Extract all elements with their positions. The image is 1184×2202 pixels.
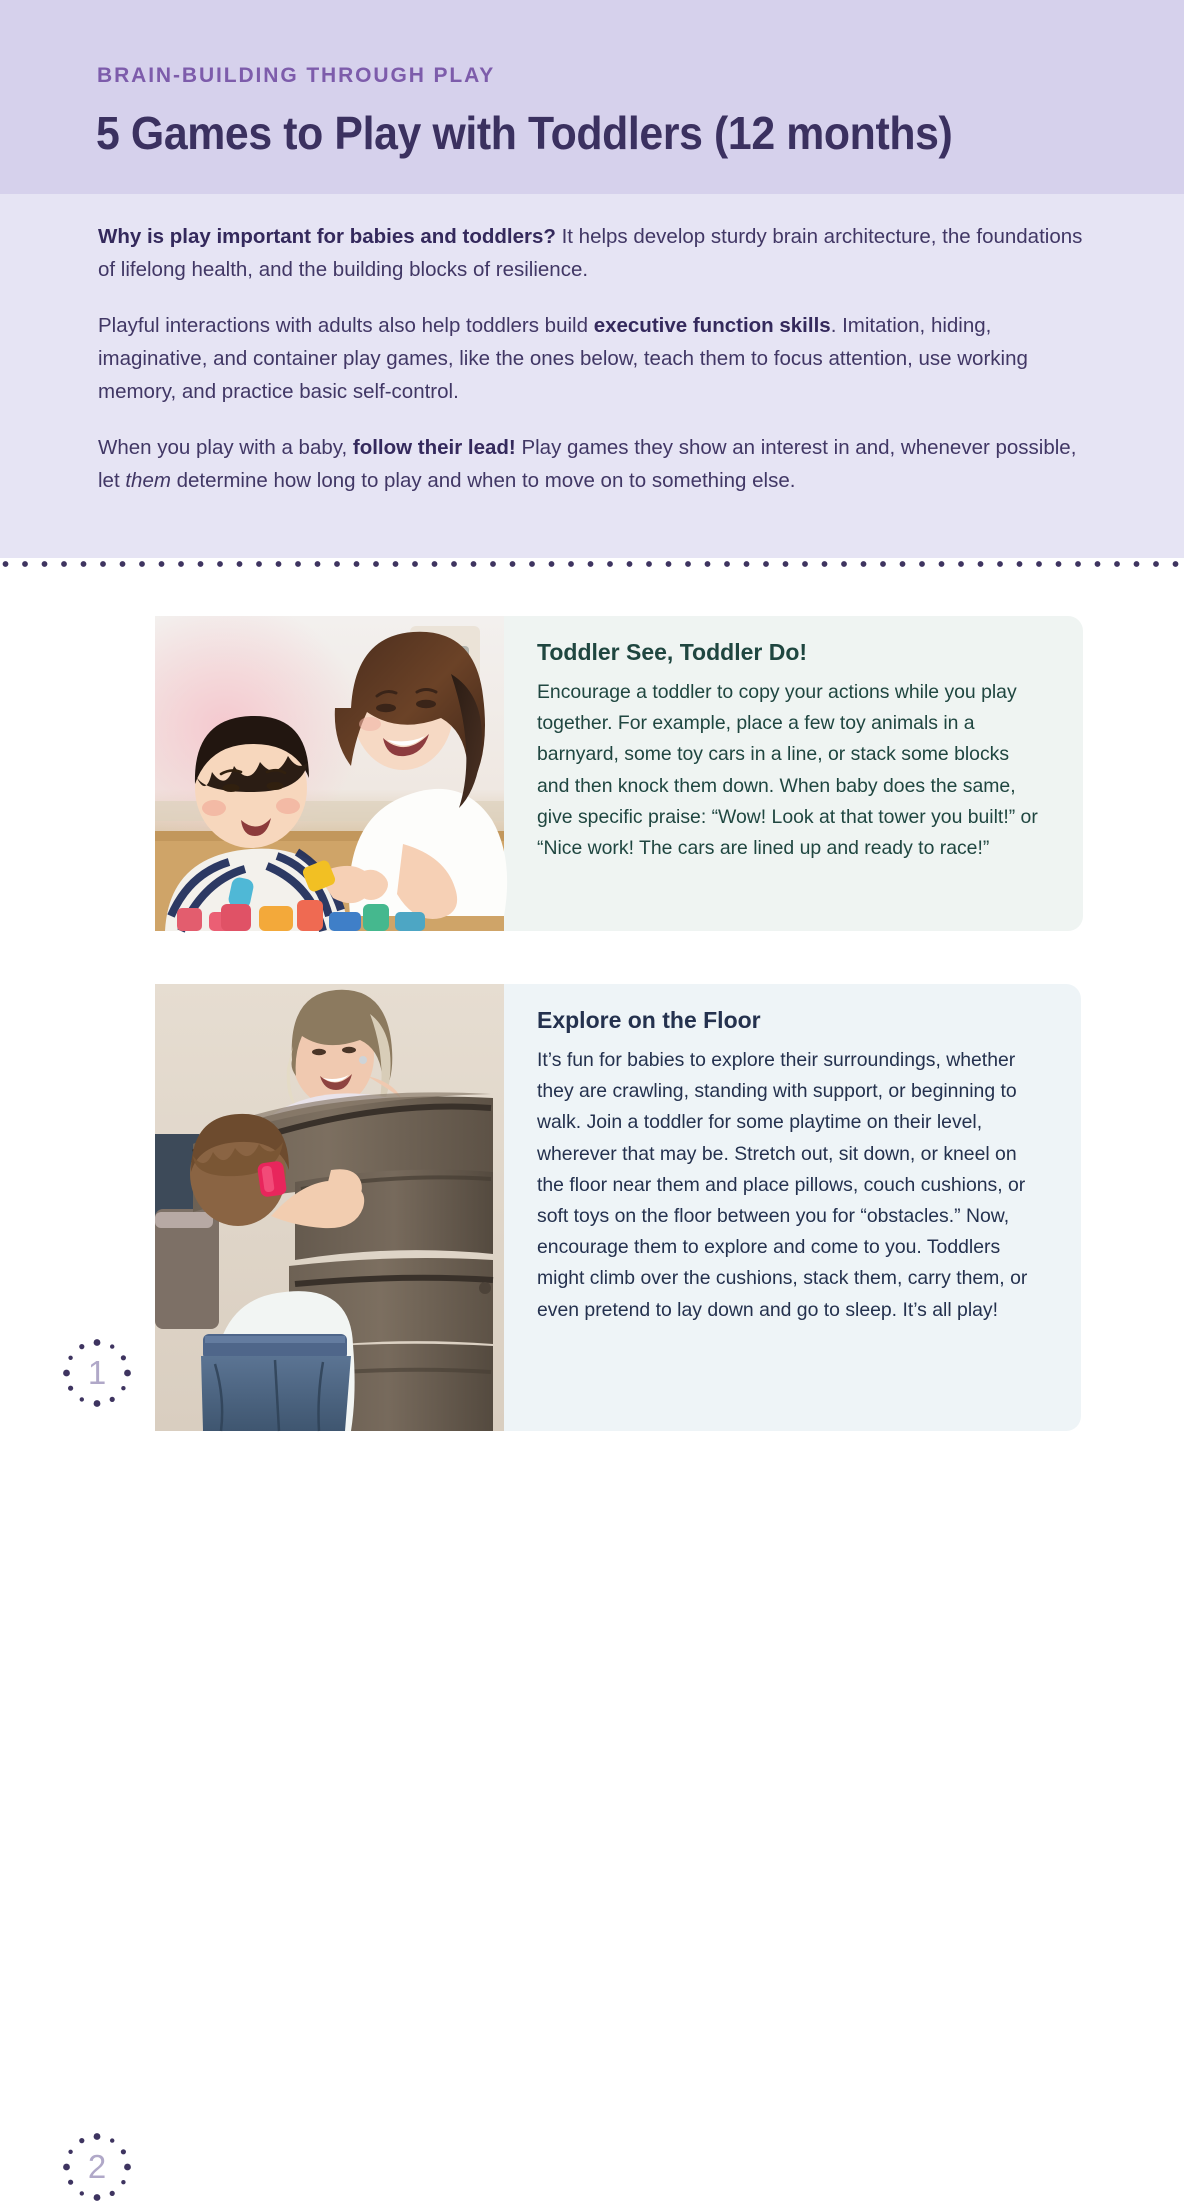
games-list [0, 616, 1184, 2185]
intro-section [0, 194, 1184, 558]
intro-p3-part1: When you play with a baby, [98, 436, 353, 459]
intro-paragraph-3 [98, 431, 1088, 497]
intro-p1-rest: It helps develop sturdy brain architecture, the foundations of lifelong health, and the building blocks of resilience. [98, 225, 1083, 281]
game-row-2 [0, 984, 1184, 2185]
intro-p2-part1: Playful interactions with adults also help toddlers build [98, 314, 594, 337]
game-number-1: 1 [87, 1353, 107, 1391]
game-body-2: It’s fun for babies to explore their surroundings, whether they are crawling, standing with support, or beginning to walk. Join a toddler for some playtime on their level, wherever that may be. Stretch out, sit down, or kneel on the floor near them and place pillows, couch cushions, or soft toys on the floor between you for “obstacles.” Now, encourage them to explore and come to you. Toddlers might climb over the cushions, stack them, carry them, or even pretend to lay down and go to sleep. It’s all play! [537, 1049, 1028, 1321]
game-heading-2: Explore on the Floor [537, 1007, 761, 1033]
intro-p3-bold: follow their lead! [352, 436, 516, 459]
game-body-1: Encourage a toddler to copy your actions while you play together. For example, place a few toy animals in a barnyard, some toy cars in a line, or stack some blocks and then knock them down. When baby does the same, give specific praise: “Wow! Look at that tower you built!” or “Nice work! The cars are lined up and ready to race!” [537, 681, 1038, 860]
intro-p3-italic: them [125, 469, 171, 492]
intro-p2-part2: . Imitation, hiding, imaginative, and container play games, like the ones below, teach them to focus attention, use working memory, and practice basic self-control. [98, 314, 1028, 403]
page-title: 5 Games to Play with Toddlers (12 months) [96, 107, 953, 159]
game-heading-1: Toddler See, Toddler Do! [537, 639, 808, 665]
intro-p2-bold: executive function skills [593, 314, 831, 337]
game-card-2 [155, 984, 1081, 1431]
game-photo-2 [155, 984, 504, 1431]
intro-paragraph-1 [98, 220, 1088, 286]
game-text-1 [504, 616, 1083, 931]
photo-mother-toddler-toys [155, 616, 504, 931]
game-photo-1 [155, 616, 504, 931]
intro-lead-question: Why is play important for babies and toddlers? [98, 225, 556, 248]
intro-p3-part3: determine how long to play and when to move on to something else. [170, 469, 796, 492]
game-number-badge-2 [62, 2132, 132, 2202]
game-number-2: 2 [87, 2147, 107, 2185]
photo-toddler-cushions [155, 984, 504, 1431]
intro-p3-part2: Play games they show an interest in and, whenever possible, let [98, 436, 1077, 492]
dotted-divider [0, 558, 1184, 574]
intro-paragraph-2 [98, 309, 1088, 408]
game-card-1 [155, 616, 1083, 931]
page-header [0, 0, 1184, 194]
game-text-2 [504, 984, 1081, 1431]
eyebrow-label: BRAIN-BUILDING THROUGH PLAY [97, 64, 496, 87]
